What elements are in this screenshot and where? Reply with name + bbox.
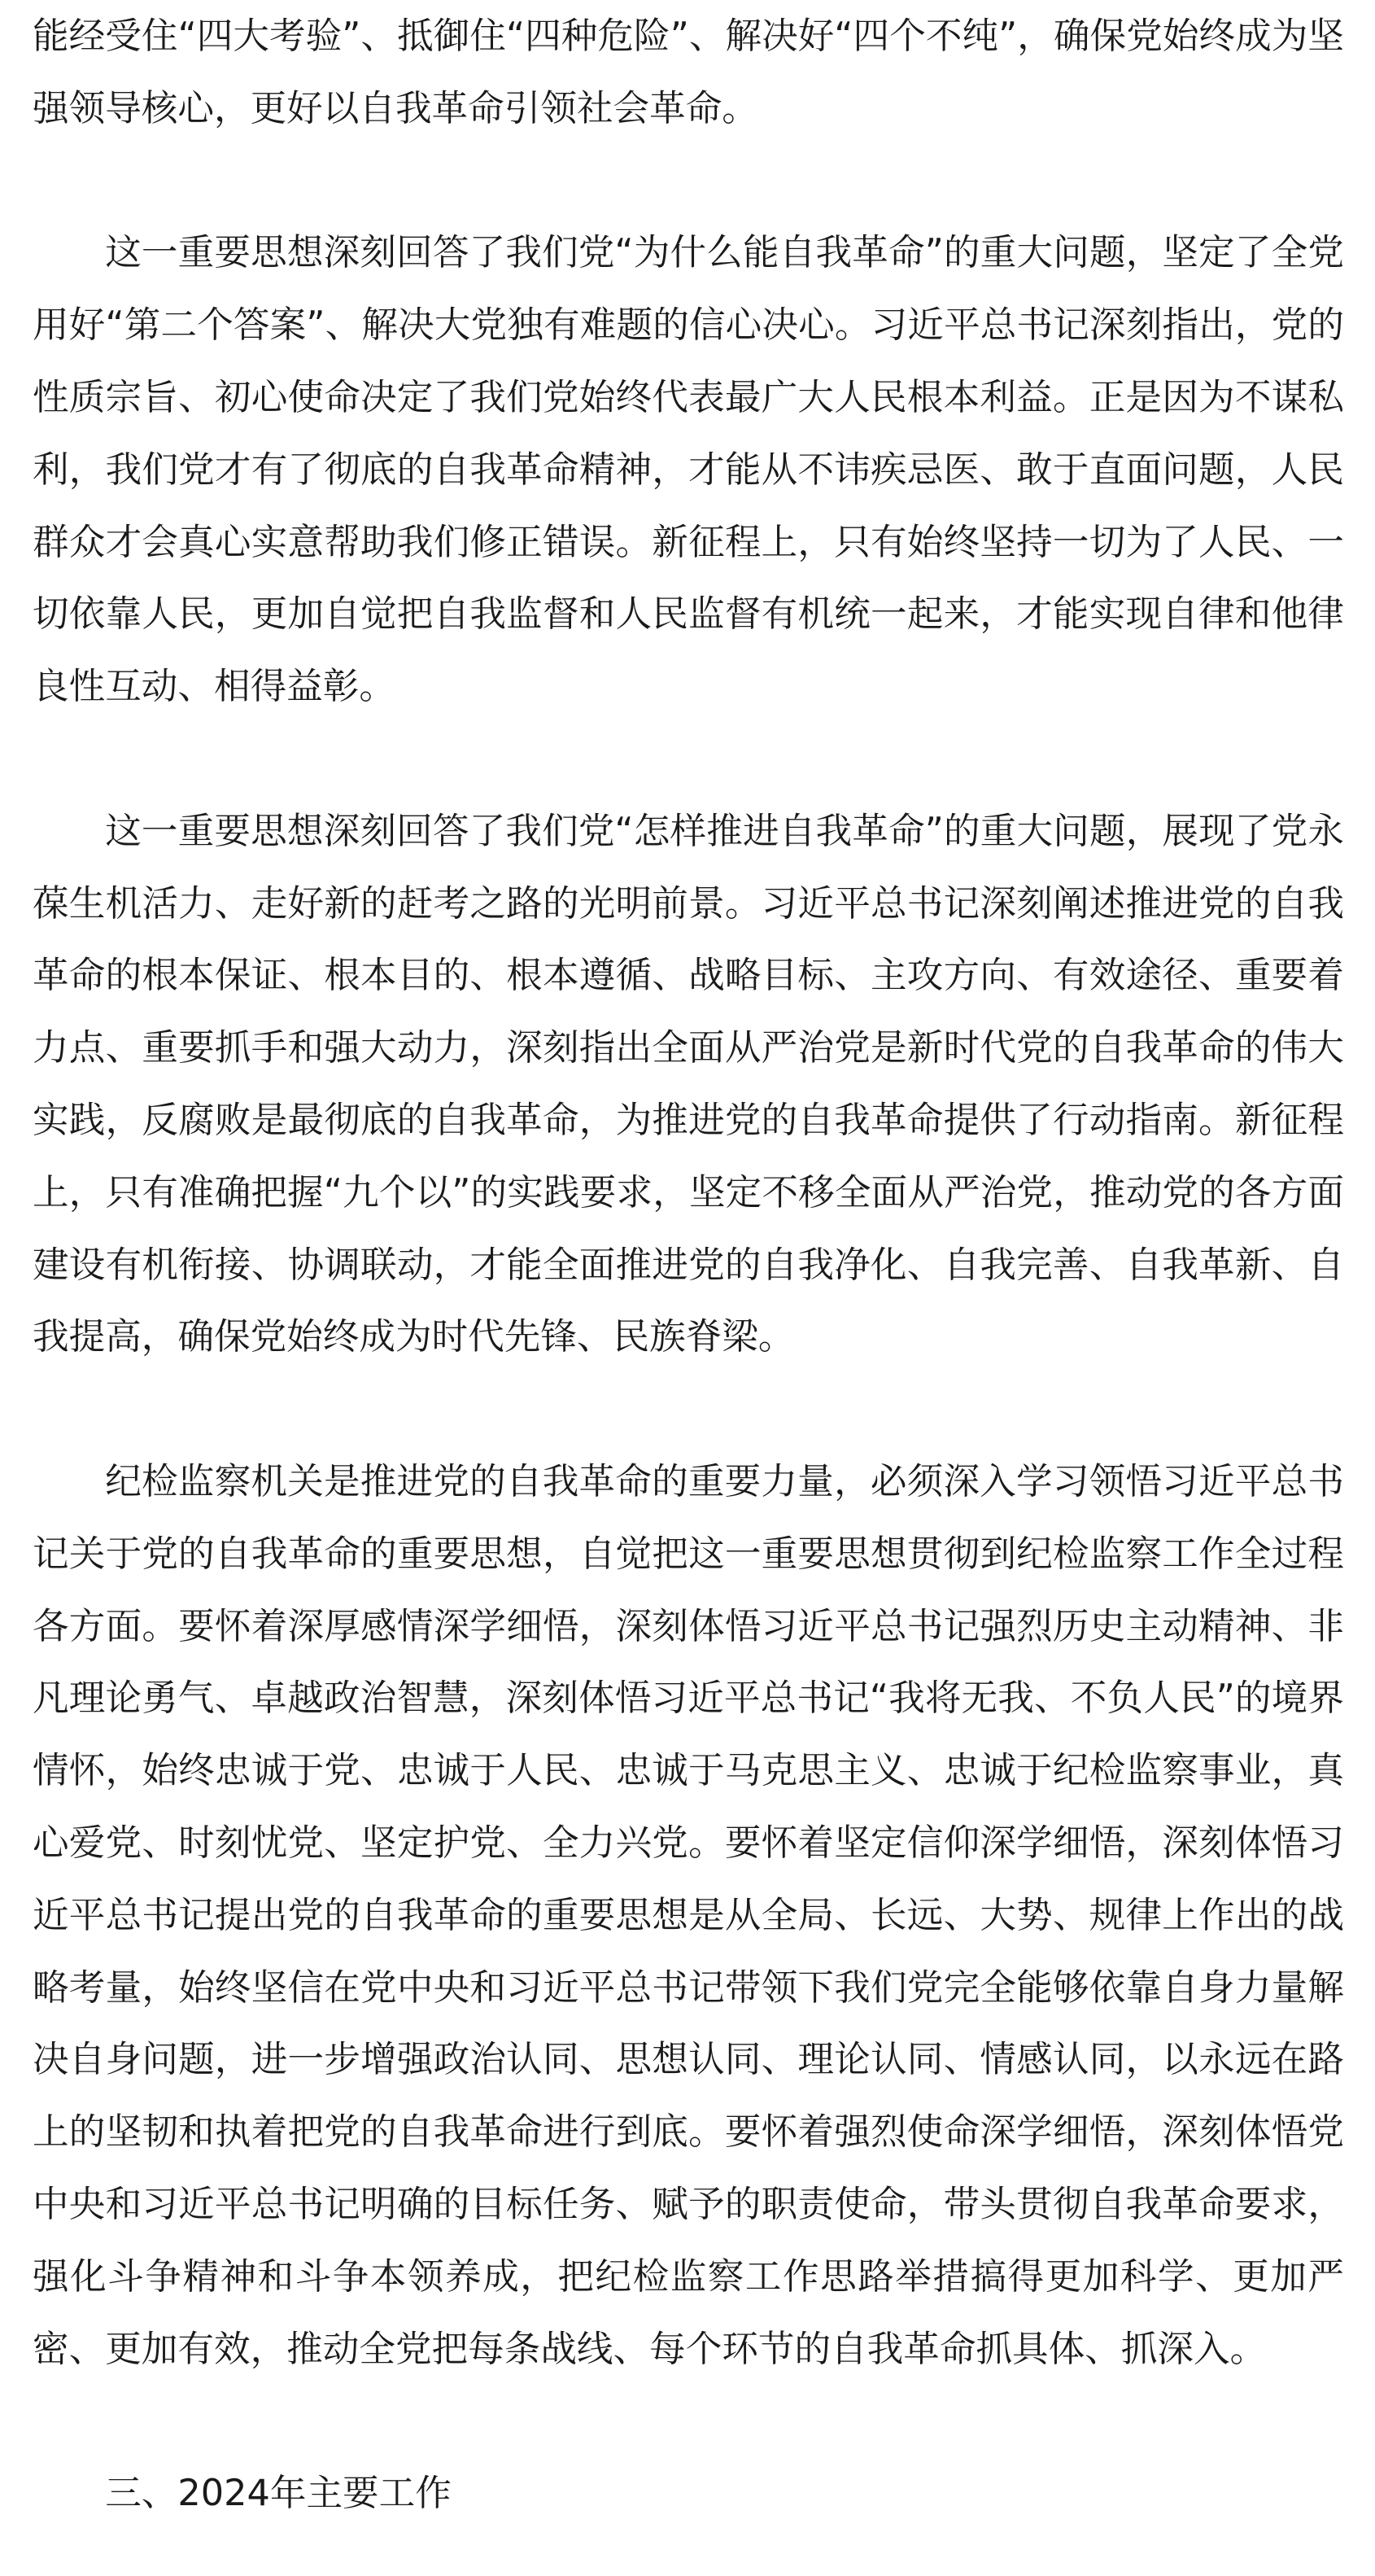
section-heading: 三、2024年主要工作 xyxy=(105,2472,452,2515)
article-body xyxy=(33,0,1344,2530)
paragraph-gap xyxy=(33,2385,1344,2457)
paragraph-why-self-revolution: 这一重要思想深刻回答了我们党“为什么能自我革命”的重大问题，坚定了全党用好“第二个答案”、解决大党独有难题的信心决心。习近平总书记深刻指出，党的性质宗旨、初心使命决定了我们党始终代表最广大人民根本利益。正是因为不谋私利，我们党才有了彻底的自我革命精神，才能从不讳疾忌医、敢于直面问题，人民群众才会真心实意帮助我们修正错误。新征程上，只有始终坚持一切为了人民、一切依靠人民，更加自觉把自我监督和人民监督有机统一起来，才能实现自律和他律良性互动、相得益彰。 xyxy=(33,231,1344,708)
paragraph-discipline-inspection: 纪检监察机关是推进党的自我革命的重要力量，必须深入学习领悟习近平总书记关于党的自我革命的重要思想，自觉把这一重要思想贯彻到纪检监察工作全过程各方面。要怀着深厚感情深学细悟，深刻体悟习近平总书记强烈历史主动精神、非凡理论勇气、卓越政治智慧，深刻体悟习近平总书记“我将无我、不负人民”的境界情怀，始终忠诚于党、忠诚于人民、忠诚于马克思主义、忠诚于纪检监察事业，真心爱党、时刻忧党、坚定护党、全力兴党。要怀着坚定信仰深学细悟，深刻体悟习近平总书记提出党的自我革命的重要思想是从全局、长远、大势、规律上作出的战略考量，始终坚信在党中央和习近平总书记带领下我们党完全能够依靠自身力量解决自身问题，进一步增强政治认同、思想认同、理论认同、情感认同，以永远在路上的坚韧和执着把党的自我革命进行到底。要怀着强烈使命深学细悟，深刻体悟党中央和习近平总书记明确的目标任务、赋予的职责使命，带头贯彻自我革命要求，强化斗争精神和斗争本领养成，把纪检监察工作思路举措搞得更加科学、更加严密、更加有效，推动全党把每条战线、每个环节的自我革命抓具体、抓深入。 xyxy=(33,1459,1344,2370)
paragraph-continued: 能经受住“四大考验”、抵御住“四种危险”、解决好“四个不纯”，确保党始终成为坚强领导核心，更好以自我革命引领社会革命。 xyxy=(33,15,1344,129)
paragraph-how-self-revolution: 这一重要思想深刻回答了我们党“怎样推进自我革命”的重大问题，展现了党永葆生机活力、走好新的赶考之路的光明前景。习近平总书记深刻阐述推进党的自我革命的根本保证、根本目的、根本遵循、战略目标、主攻方向、有效途径、重要着力点、重要抓手和强大动力，深刻指出全面从严治党是新时代党的自我革命的伟大实践，反腐败是最彻底的自我革命，为推进党的自我革命提供了行动指南。新征程上，只有准确把握“九个以”的实践要求，坚定不移全面从严治党，推动党的各方面建设有机衔接、协调联动，才能全面推进党的自我净化、自我完善、自我革新、自我提高，确保党始终成为时代先锋、民族脊梁。 xyxy=(33,809,1344,1358)
paragraph-gap xyxy=(33,723,1344,795)
paragraph-gap xyxy=(33,145,1344,217)
paragraph-gap xyxy=(33,1373,1344,1445)
